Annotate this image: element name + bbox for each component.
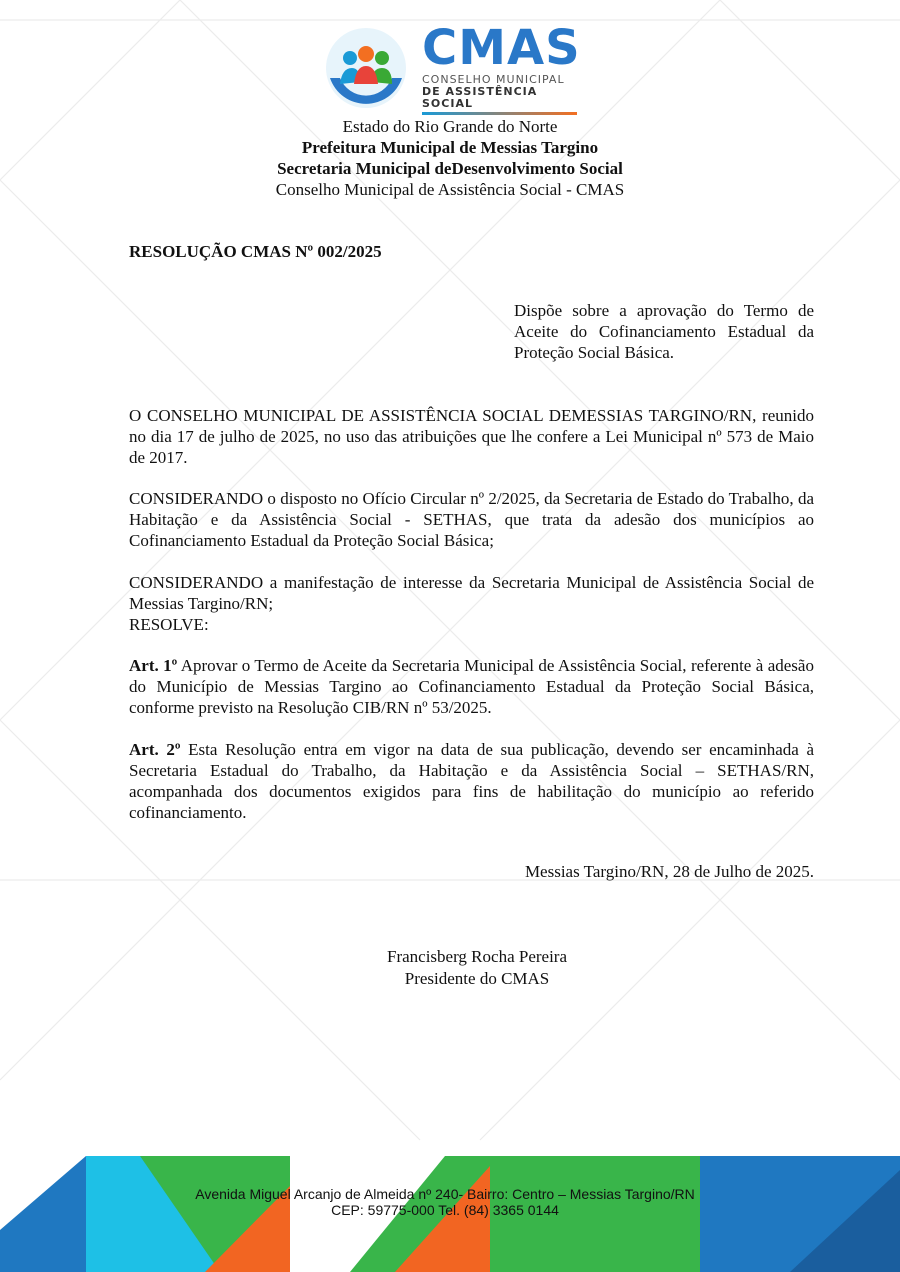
header-state: Estado do Rio Grande do Norte [342,117,558,136]
resolution-ementa: Dispõe sobre a aprovação do Termo de Aceite do Cofinanciamento Estadual da Proteção Social Básica. [514,301,814,362]
article-1-text: Aprovar o Termo de Aceite da Secretaria Municipal de Assistência Social, referente à adesão do Município de Messias Targino ao Cofinanciamento Estadual da Proteção Social Básica, conforme previsto na Resolução CIB/RN nº 53/2025. [129,656,814,717]
cmas-logo [322,22,584,112]
preamble-paragraph: O CONSELHO MUNICIPAL DE ASSISTÊNCIA SOCIAL DEMESSIAS TARGINO/RN, reunido no dia 17 de julho de 2025, no uso das atribuições que lhe confere a Lei Municipal nº 573 de Maio de 2017. [129,406,814,467]
considerando-paragraph-2 [129,572,814,635]
article-2 [129,739,814,823]
logo-subtitle-line1: CONSELHO MUNICIPAL [422,73,565,86]
article-2-text: Esta Resolução entra em vigor na data de sua publicação, devendo ser encaminhada à Secretaria Estadual do Trabalho, da Habitação e da Assistência Social – SETHAS/RN, acompanhada dos documentos exigidos para fins de habilitação do município ao referido cofinanciamento. [129,740,814,822]
people-emblem-icon [322,24,410,112]
place-and-date: Messias Targino/RN, 28 de Julho de 2025. [524,862,814,881]
logo-acronym: CMAS [422,20,581,76]
considerando-2-text: CONSIDERANDO a manifestação de interesse da Secretaria Municipal de Assistência Social de Messias Targino/RN; [129,573,814,613]
article-2-label: Art. 2º [129,740,181,759]
signatory-name: Francisberg Rocha Pereira [386,947,567,966]
signature-block [0,946,900,990]
considerando-paragraph-1: CONSIDERANDO o disposto no Ofício Circular nº 2/2025, da Secretaria de Estado do Trabalho, da Habitação e da Assistência Social - SETHAS, que trata da adesão dos municípios ao Cofinanciamento Estadual da Proteção Social Básica; [129,489,814,550]
header-secretariat: Secretaria Municipal deDesenvolvimento Social [277,159,623,178]
logo-subtitle-line2: DE ASSISTÊNCIA SOCIAL [422,85,538,110]
header-prefecture: Prefeitura Municipal de Messias Targino [301,138,599,157]
logo-underline [422,112,577,115]
footer-address-block [0,1186,890,1218]
footer-address: Avenida Miguel Arcanjo de Almeida nº 240- Bairro: Centro – Messias Targino/RN [195,1186,695,1202]
article-1-label: Art. 1º [129,656,178,675]
header-council: Conselho Municipal de Assistência Social - CMAS [275,180,625,199]
signatory-role: Presidente do CMAS [404,969,550,988]
letterhead [0,116,900,200]
resolution-title: RESOLUÇÃO CMAS Nº 002/2025 [129,242,382,261]
article-1 [129,655,814,718]
footer-contact: CEP: 59775-000 Tel. (84) 3365 0144 [331,1202,559,1218]
resolve-label: RESOLVE: [129,615,209,634]
